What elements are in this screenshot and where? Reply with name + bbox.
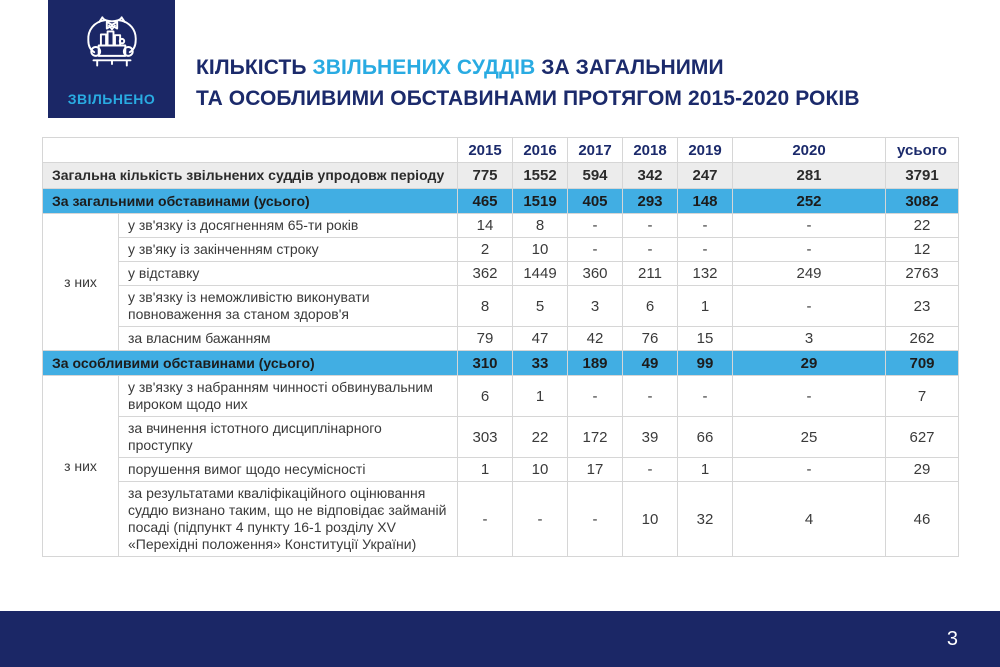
table-cell: 1 (458, 458, 513, 482)
table-cell: 465 (458, 189, 513, 214)
table-cell: 3791 (886, 163, 959, 189)
table-cell: 42 (568, 327, 623, 351)
table-cell: 8 (458, 286, 513, 327)
dismissed-logo-block (48, 0, 175, 118)
title-lead: КІЛЬКІСТЬ (196, 56, 313, 79)
table-cell: 1449 (513, 262, 568, 286)
table-cell: 66 (678, 417, 733, 458)
table-cell: 1 (678, 286, 733, 327)
table-cell: - (623, 376, 678, 417)
table-cell: 1552 (513, 163, 568, 189)
table-cell: 99 (678, 351, 733, 376)
table-cell: 47 (513, 327, 568, 351)
table-cell: 6 (458, 376, 513, 417)
table-cell: 342 (623, 163, 678, 189)
table-row-section-general (43, 189, 959, 214)
logo-label: ЗВІЛЬНЕНО (67, 91, 156, 107)
table-cell: - (733, 238, 886, 262)
table-cell: 10 (513, 238, 568, 262)
table-cell: 709 (886, 351, 959, 376)
page-number: 3 (946, 628, 958, 650)
table-cell: 148 (678, 189, 733, 214)
slide-title-line1 (196, 52, 860, 83)
table-cell: 3 (568, 286, 623, 327)
corner-cell (43, 138, 458, 163)
table-cell: 405 (568, 189, 623, 214)
table-cell: - (623, 458, 678, 482)
table-cell: 12 (886, 238, 959, 262)
table-cell: 3 (733, 327, 886, 351)
dismissals-table (42, 137, 959, 557)
table-cell: - (568, 238, 623, 262)
table-cell: - (733, 214, 886, 238)
table-cell: 76 (623, 327, 678, 351)
column-header-2016: 2016 (513, 138, 568, 163)
table-cell: 362 (458, 262, 513, 286)
table-row (43, 286, 959, 327)
table-row (43, 458, 959, 482)
row-label: за вчинення істотного дисциплінарного проступку (119, 417, 458, 458)
row-label: За особливими обставинами (усього) (43, 351, 458, 376)
table-cell: 310 (458, 351, 513, 376)
table-cell: 79 (458, 327, 513, 351)
table-cell: 23 (886, 286, 959, 327)
table-cell: 14 (458, 214, 513, 238)
table-cell: 172 (568, 417, 623, 458)
table-cell: 252 (733, 189, 886, 214)
group-label: з них (43, 214, 119, 351)
table-cell: 10 (623, 482, 678, 557)
table-row (43, 327, 959, 351)
table-cell: 189 (568, 351, 623, 376)
table-row (43, 214, 959, 238)
table-header-row (43, 138, 959, 163)
table-cell: - (568, 214, 623, 238)
table-cell: - (733, 376, 886, 417)
table-cell: - (568, 482, 623, 557)
table-cell: 29 (733, 351, 886, 376)
table-cell: 5 (513, 286, 568, 327)
table-cell: 39 (623, 417, 678, 458)
table-cell: 211 (623, 262, 678, 286)
table-cell: 46 (886, 482, 959, 557)
row-label: За загальними обставинами (усього) (43, 189, 458, 214)
table-cell: 15 (678, 327, 733, 351)
table-cell: - (568, 376, 623, 417)
table-cell: 7 (886, 376, 959, 417)
row-label: за результатами кваліфікаційного оцінювання суддю визнано таким, що не відповідає займаній посаді (підпункт 4 пункту 16-1 розділу XV «Перехідні положення» Конституції України) (119, 482, 458, 557)
table-cell: - (678, 214, 733, 238)
column-header-2018: 2018 (623, 138, 678, 163)
row-label: у зв'язку з набранням чинності обвинувальним вироком щодо них (119, 376, 458, 417)
table-cell: - (733, 458, 886, 482)
table-cell: 249 (733, 262, 886, 286)
table-cell: - (678, 238, 733, 262)
table-cell: 247 (678, 163, 733, 189)
table-cell: 6 (623, 286, 678, 327)
title-tail: ЗА ЗАГАЛЬНИМИ (535, 56, 724, 79)
table-cell: 49 (623, 351, 678, 376)
table-cell: 1519 (513, 189, 568, 214)
table-cell: 1 (513, 376, 568, 417)
row-label: порушення вимог щодо несумісності (119, 458, 458, 482)
table-cell: 281 (733, 163, 886, 189)
table-cell: 4 (733, 482, 886, 557)
table-cell: 22 (513, 417, 568, 458)
table-cell: 303 (458, 417, 513, 458)
table-cell: - (513, 482, 568, 557)
table-row (43, 417, 959, 458)
title-highlight: ЗВІЛЬНЕНИХ СУДДІВ (312, 56, 536, 79)
table-cell: 360 (568, 262, 623, 286)
table-cell: 132 (678, 262, 733, 286)
table-cell: 775 (458, 163, 513, 189)
column-header-2015: 2015 (458, 138, 513, 163)
row-label: у відставку (119, 262, 458, 286)
slide-title (196, 52, 860, 114)
row-label: за власним бажанням (119, 327, 458, 351)
table-cell: 29 (886, 458, 959, 482)
column-header-total: усього (886, 138, 959, 163)
table-container (42, 137, 959, 557)
table-cell: 8 (513, 214, 568, 238)
table-cell: 627 (886, 417, 959, 458)
slide-title-line2: ТА ОСОБЛИВИМИ ОБСТАВИНАМИ ПРОТЯГОМ 2015-2020 РОКІВ (196, 87, 860, 110)
table-cell: 3082 (886, 189, 959, 214)
table-cell: - (623, 214, 678, 238)
row-label: у зв'яку із закінченням строку (119, 238, 458, 262)
table-cell: 262 (886, 327, 959, 351)
table-row (43, 376, 959, 417)
column-header-2019: 2019 (678, 138, 733, 163)
row-label: у зв'язку із неможливістю виконувати повноваження за станом здоров'я (119, 286, 458, 327)
table-cell: 594 (568, 163, 623, 189)
table-cell: 2 (458, 238, 513, 262)
group-label: з них (43, 376, 119, 557)
dismissed-person-icon (75, 10, 149, 84)
table-cell: - (678, 376, 733, 417)
footer-bar (0, 611, 1000, 667)
column-header-2017: 2017 (568, 138, 623, 163)
table-row (43, 262, 959, 286)
table-cell: 17 (568, 458, 623, 482)
table-row (43, 238, 959, 262)
table-cell: 25 (733, 417, 886, 458)
table-cell: 293 (623, 189, 678, 214)
column-header-2020: 2020 (733, 138, 886, 163)
table-cell: - (733, 286, 886, 327)
table-cell: 10 (513, 458, 568, 482)
table-cell: 32 (678, 482, 733, 557)
table-cell: 2763 (886, 262, 959, 286)
table-row-grand-total (43, 163, 959, 189)
row-label: у зв'язку із досягненням 65-ти років (119, 214, 458, 238)
table-row (43, 482, 959, 557)
table-cell: - (623, 238, 678, 262)
table-cell: 1 (678, 458, 733, 482)
row-label: Загальна кількість звільнених суддів упродовж періоду (43, 163, 458, 189)
table-row-section-special (43, 351, 959, 376)
table-cell: 22 (886, 214, 959, 238)
table-cell: 33 (513, 351, 568, 376)
table-cell: - (458, 482, 513, 557)
